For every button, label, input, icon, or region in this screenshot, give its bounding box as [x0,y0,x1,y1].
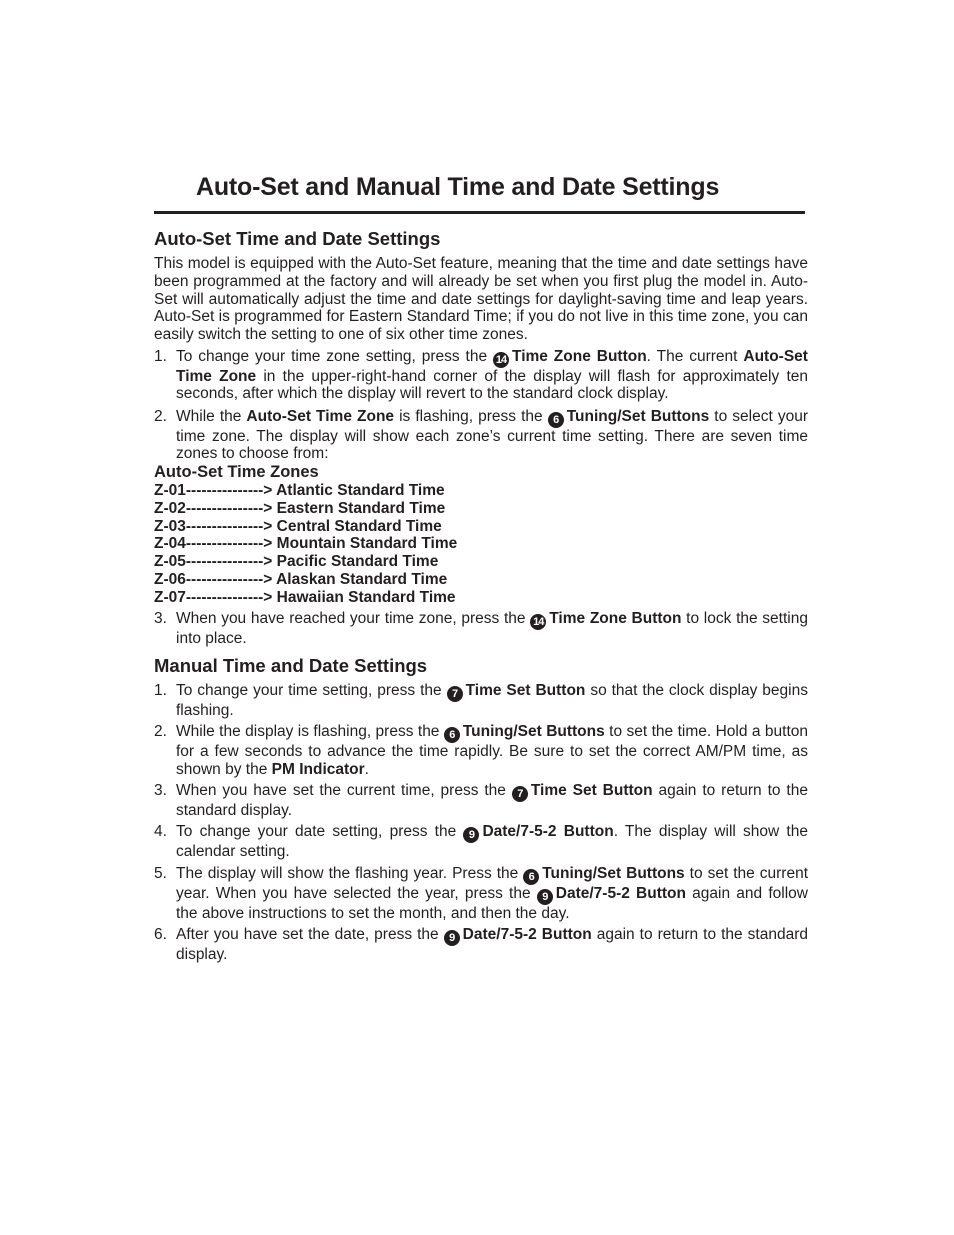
button-number-badge: 7 [447,686,463,702]
zones-title: Auto-Set Time Zones [154,463,319,482]
list-item: 5. The display will show the flashing year. Press the 6 Tuning/Set Buttons to set the current year. When you have selected the year, press the 9 Date/7-5-2 Button again and follow the above instructions to set the month, and then the day. [154,864,808,922]
zone-row: Z-05---------------> Pacific Standard Time [154,553,439,571]
list-item: 3. When you have reached your time zone, press the 14 Time Zone Button to lock the setting into place. [154,610,808,648]
list-item: 6. After you have set the date, press the 9 Date/7-5-2 Button again to return to the standard display. [154,926,808,963]
manual-section [154,655,808,964]
auto-set-intro: This model is equipped with the Auto-Set feature, meaning that the time and date settings have been programmed at the factory and will already be set when you first plug the model in. Auto-Set will automatically adjust the time and date settings for daylight-saving time and leap years. Auto-Set is programmed for Eastern Standard Time; if you do not live in this time zone, you can easily switch the setting to one of six other time zones. [154,255,808,344]
page-title: Auto-Set and Manual Time and Date Settings [196,173,720,201]
zone-row: Z-06---------------> Alaskan Standard Time [154,571,448,589]
button-number-badge: 6 [548,412,564,428]
button-number-badge: 9 [537,889,553,905]
zone-row: Z-04---------------> Mountain Standard Time [154,535,458,553]
section-heading-manual: Manual Time and Date Settings [154,655,428,676]
list-item: 1. To change your time zone setting, press the 14 Time Zone Button. The current Auto-Set Time Zone in the upper-right-hand corner of the display will flash for approximately ten seconds, after which the display will revert to the standard clock display. [154,347,808,403]
button-number-badge: 7 [512,786,528,802]
zone-row: Z-03---------------> Central Standard Time [154,517,442,535]
list-item: 3. When you have set the current time, press the 7 Time Set Button again to return to the standard display. [154,782,808,820]
button-number-badge: 9 [463,827,479,843]
button-number-badge: 6 [523,869,539,885]
list-item: 1. To change your time setting, press the 7 Time Set Button so that the clock display begins flashing. [154,682,808,719]
title-divider [154,211,805,214]
auto-set-section [154,228,808,648]
auto-set-steps-continued [154,610,808,648]
manual-steps [154,682,808,964]
list-item: 2. While the Auto-Set Time Zone is flashing, press the 6 Tuning/Set Buttons to select your time zone. The display will show each zone’s current time setting. There are seven time zones to choose from: [154,407,808,463]
auto-set-steps [154,348,808,463]
button-number-badge: 14 [530,614,546,630]
zones-list [154,482,808,607]
list-item: 4. To change your date setting, press the 9 Date/7-5-2 Button. The display will show the calendar setting. [154,823,808,861]
list-item: 2. While the display is flashing, press the 6 Tuning/Set Buttons to set the time. Hold a button for a few seconds to advance the time rapidly. Be sure to set the correct AM/PM time, as shown by the PM Indicator. [154,723,808,778]
zone-row: Z-02---------------> Eastern Standard Time [154,499,446,517]
zone-row: Z-07---------------> Hawaiian Standard Time [154,588,456,606]
button-number-badge: 14 [493,352,509,368]
button-number-badge: 9 [444,930,460,946]
button-number-badge: 6 [444,727,460,743]
zone-row: Z-01---------------> Atlantic Standard Time [154,482,445,500]
section-heading-auto-set: Auto-Set Time and Date Settings [154,228,441,249]
